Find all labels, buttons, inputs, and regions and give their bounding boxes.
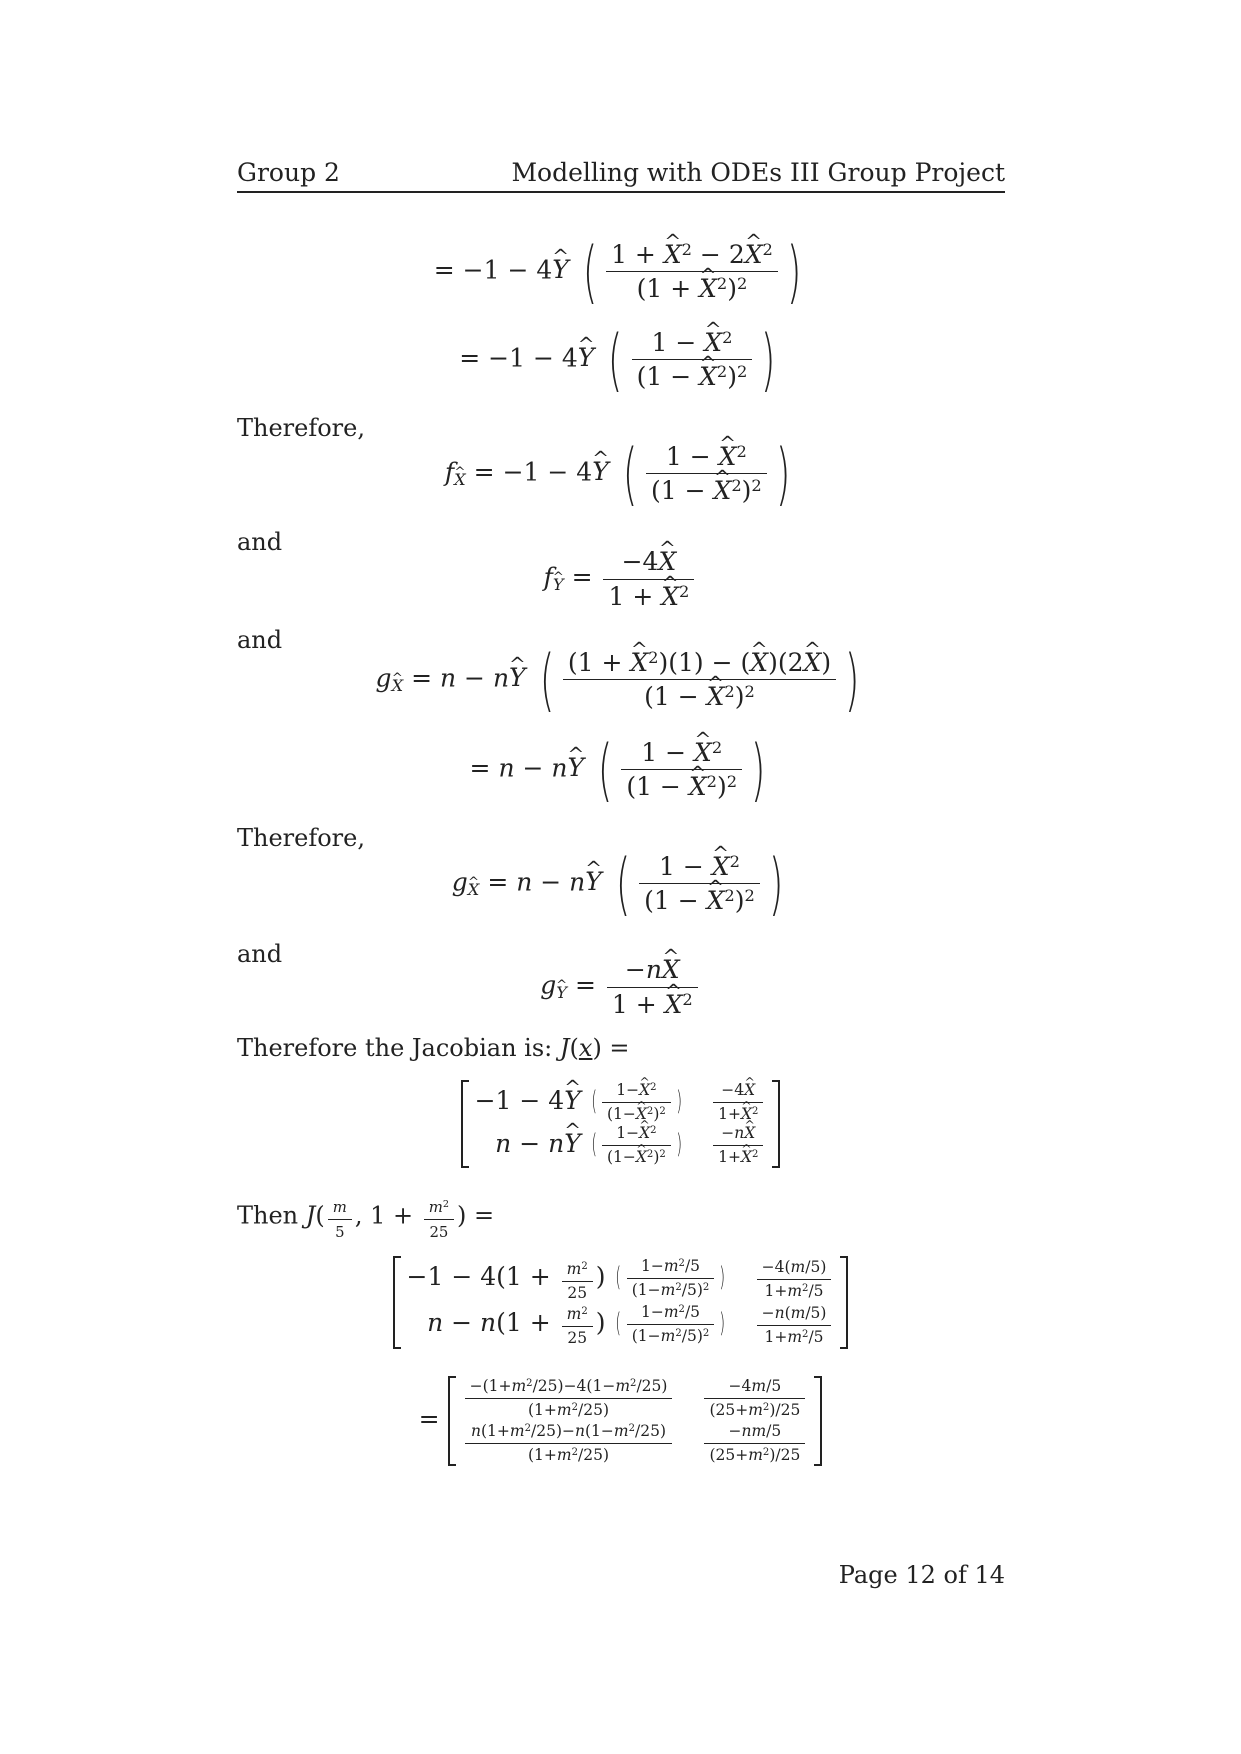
jacobian-intro-text: Therefore the Jacobian is: — [237, 1034, 553, 1062]
equation-gx-step1: $g_X = n$ − nY ^ ( (1 + X ^$^2$)(1) − (X ^)(2X ^) (1 − X ^$^2$)$^2$ ) — [0, 646, 1241, 714]
then-text: Then — [237, 1201, 299, 1230]
prose-and-3: and — [237, 940, 283, 968]
jacobian-simplified-matrix: = $-(1+m^2/25)-4(1-m^2/25)$ $(1+m^2/25)$ −4m/5 $(25+m^2)/25$ $n(1+m^2/25)-n(1-m^2/25)$ $(1+m^2/25)$ −nm/5 $(25+m^2)/25$ — [0, 1376, 1241, 1466]
equation-fx: $f_X = -1 - 4Y$ ^ ( 1 − X ^$^2$ (1 − X ^$^2$)$^2$ ) — [0, 440, 1241, 508]
equation-gx-step2: = n − nY ^ ( 1 − X ^$^2$ (1 − X ^$^2$)$^2$ ) — [0, 736, 1241, 804]
prose-jacobian-intro: Therefore the Jacobian is: J(x) = — [237, 1034, 630, 1062]
equation-fy: $f_Y$ = $\frac{-4X \^{}}{1 + X \^{}^2}$ — [0, 548, 1241, 610]
prose-and-1: and — [237, 528, 283, 556]
equation-fx-step2: = −1 − 4Y ^ ( 1 − X ^$^2$ (1 − X ^$^2$)$^2$ ) — [0, 326, 1241, 394]
prose-and-2: and — [237, 626, 283, 654]
jacobian-at-point-matrix: −1 − 4(1 + $\frac{m^2}{25}$ ) ( $1-m^2/5$ $(1-m^2/5)^2$ ) $\frac{-4(m/5)}{1+m^2/5}$ n − n(1 + $\frac{m^2}{25}$ ) ( $1-m^2/5$ $(1-m^2/5)^2$ ) $\frac{-n(m/5)}{1+m^2/5}$ — [0, 1256, 1241, 1349]
equation-fx-step1: = −1 − 4Y ^ ( 1 + X ^$^2$ − 2X ^$^2$ (1 + X ^$^2$)$^2$ ) — [0, 238, 1241, 306]
header-rule — [237, 191, 1005, 193]
page-number: Page 12 of 14 — [838, 1561, 1005, 1589]
prose-then: Then J( $\frac{m}{5}$ , 1 + $\frac{m^2}{25}$ ) = — [237, 1198, 495, 1241]
jacobian-matrix: −1 − 4Y ^ ( 1−X ^$^2$ (1−X ^$^2$)$^2$ ) $\frac{-4X \^{}}{1+X \^{}^2}$ n − nY ^ ( 1−X ^$^2$ (1−X ^$^2$)$^2$ ) $\frac{-nX \^{}}{1+X \^{}^2}$ — [0, 1080, 1241, 1168]
equation-gx: $g_X = n$ − nY ^ ( 1 − X ^$^2$ (1 − X ^$^2$)$^2$ ) — [0, 850, 1241, 918]
prose-therefore-2: Therefore, — [237, 824, 365, 852]
equation-gy: $g_Y$ = $\frac{-nX \^{}}{1 + X \^{}^2}$ — [0, 956, 1241, 1018]
prose-therefore-1: Therefore, — [237, 414, 365, 442]
header-group: Group 2 — [237, 158, 340, 187]
header-project-title: Modelling with ODEs III Group Project — [511, 158, 1005, 187]
